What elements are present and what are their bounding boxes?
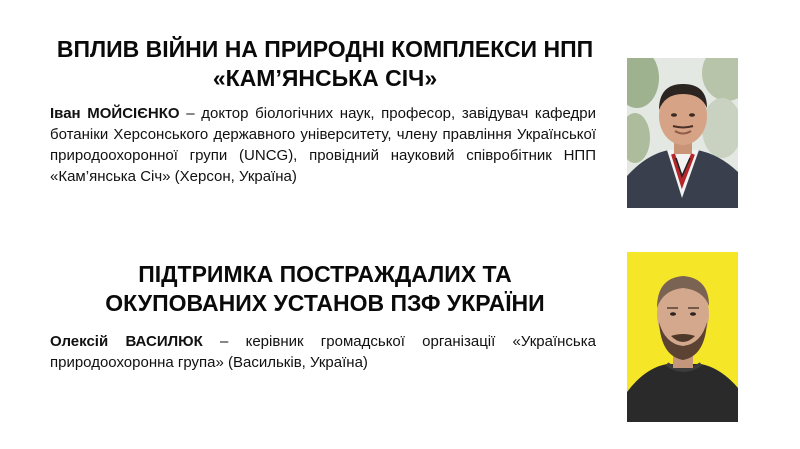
section1-title-line1: ВПЛИВ ВІЙНИ НА ПРИРОДНІ КОМПЛЕКСИ НПП [56,36,594,62]
section2-title [20,260,630,318]
section1-speaker-description: – доктор біологічних наук, професор, завідувач кафедри ботаніки Херсонського державного університету, члену правління Української природоохоронної групи (UNCG), провідний науковий співробітник НПП «Кам’янська Січ» (Херсон, Україна) [50,105,596,185]
section1-title [20,35,630,93]
section2-title-line1: ПІДТРИМКА ПОСТРАЖДАЛИХ ТА [138,261,512,287]
section1-speaker-name: Іван МОЙСІЄНКО [50,105,180,122]
section2-speaker-name: Олексій ВАСИЛЮК [50,333,203,350]
section2-speaker-description: – керівник громадської організації «Українська природоохоронна група» (Васильків, Україна) [50,333,596,371]
section1-title-line2: «КАМ’ЯНСЬКА СІЧ» [212,65,438,91]
section2-title-line2: ОКУПОВАНИХ УСТАНОВ ПЗФ УКРАЇНИ [105,290,545,316]
section2-bio [50,331,596,373]
section1-bio [50,103,596,187]
speaker2-photo [627,252,738,422]
speaker1-photo [627,58,738,208]
